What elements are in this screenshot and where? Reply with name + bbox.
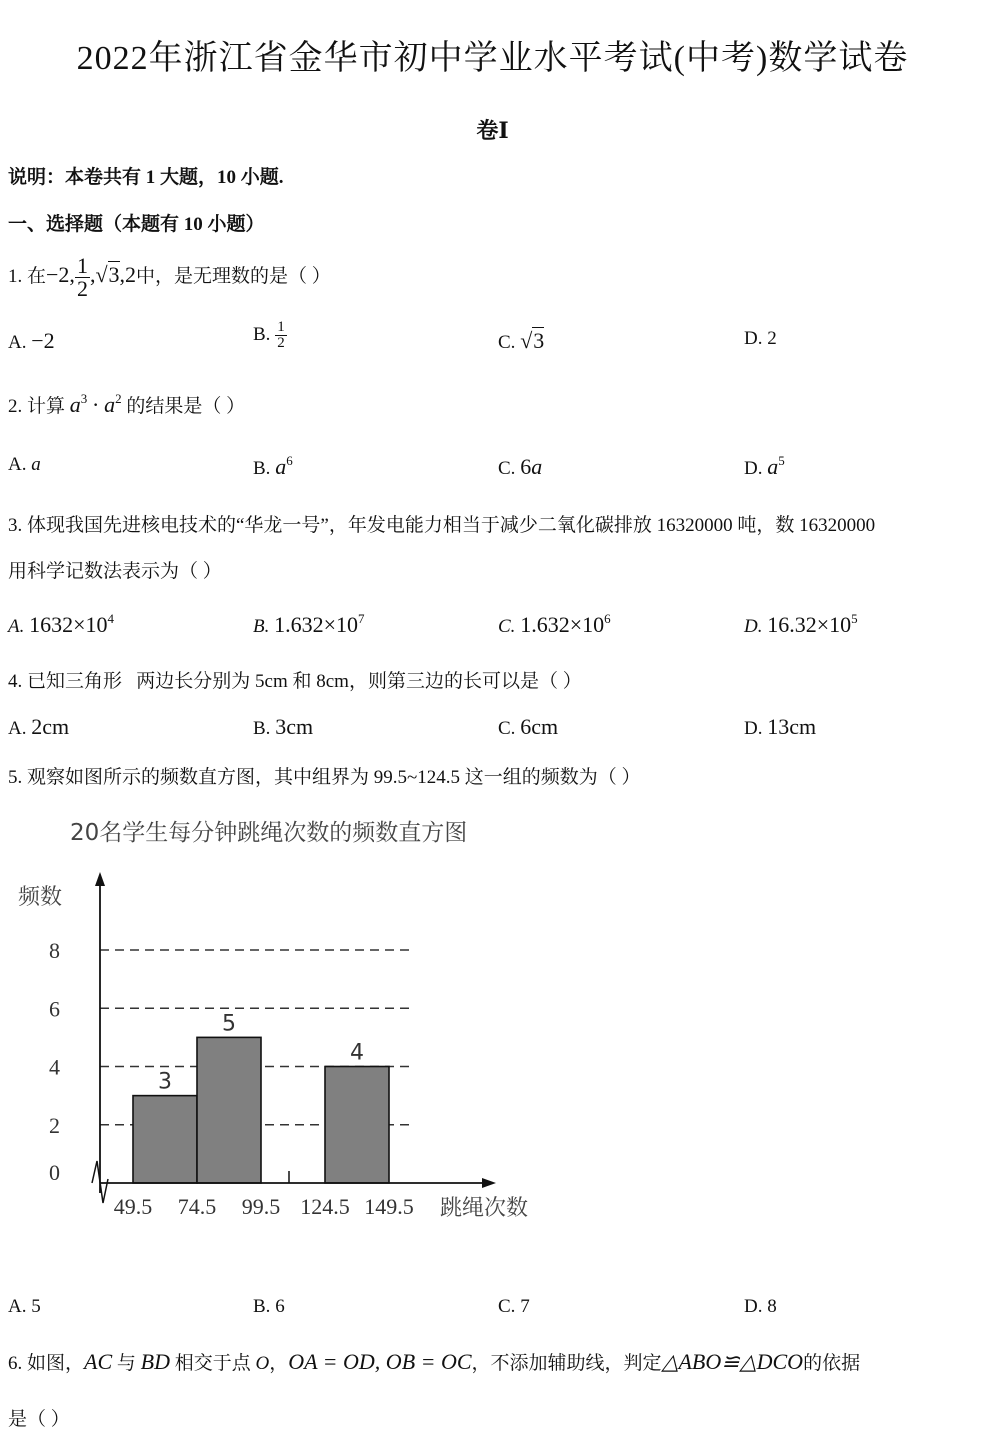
q1-option-b[interactable] — [253, 320, 287, 351]
chart-title: 20名学生每分钟跳绳次数的频数直方图 — [70, 820, 468, 846]
option-power: ×10 — [323, 612, 359, 637]
option-letter: C. — [498, 718, 516, 739]
option-letter: C. — [498, 332, 516, 353]
q4-option-a[interactable] — [8, 714, 69, 740]
q6-text: 与 — [112, 1353, 141, 1374]
option-letter: A. — [8, 718, 27, 739]
option-power: ×10 — [816, 612, 852, 637]
histogram-bar — [197, 1037, 261, 1183]
q2-base: a — [69, 392, 81, 417]
question-2 — [8, 391, 245, 418]
q1-sqrt-arg: 3 — [108, 261, 120, 287]
option-exp: 6 — [604, 611, 611, 626]
q2-stem-end: 的结果是（ ） — [126, 396, 246, 417]
option-letter: B. — [253, 718, 271, 739]
q2-dot: · — [92, 392, 100, 417]
q1-fraction — [75, 255, 90, 300]
option-value: 2cm — [31, 714, 70, 739]
frac-num: 1 — [277, 319, 285, 335]
q4-option-d[interactable] — [744, 714, 816, 740]
option-exp: 6 — [286, 453, 293, 468]
option-value: 7 — [520, 1296, 530, 1317]
q1-comma: , — [89, 261, 96, 287]
option-letter: A. — [8, 454, 27, 475]
section-heading: 一、选择题（本题有 10 小题） — [8, 214, 265, 235]
option-letter: D. — [744, 718, 763, 739]
q4-option-c[interactable] — [498, 714, 558, 740]
x-tick-label: 149.5 — [364, 1194, 414, 1219]
option-mantissa: 16.32 — [767, 612, 817, 637]
q5-option-d[interactable] — [744, 1296, 777, 1318]
option-letter: B. — [253, 616, 270, 637]
q2-stem: 2. 计算 — [8, 396, 66, 417]
q6-stem: 6. 如图， — [8, 1353, 85, 1374]
q5-option-b[interactable] — [253, 1296, 285, 1318]
option-mantissa: 1632 — [29, 612, 74, 637]
histogram-bar — [133, 1096, 197, 1183]
option-value: 3cm — [275, 714, 314, 739]
q4-stem-end: 两边长分别为 5cm 和 8cm，则第三边的长可以是（ ） — [136, 671, 582, 692]
option-value: 6cm — [520, 714, 559, 739]
option-value: a — [31, 454, 41, 475]
y-tick-label: 8 — [49, 938, 60, 963]
q1-stem: 1. 在 — [8, 265, 47, 287]
bar-value-label: 3 — [158, 1069, 172, 1095]
option-letter: C. — [498, 458, 516, 479]
y-tick-label: 6 — [49, 996, 60, 1022]
question-6-line-1 — [8, 1348, 860, 1375]
q6-text: ， — [269, 1353, 289, 1374]
q4-option-b[interactable] — [253, 714, 313, 740]
y-tick-label: 2 — [49, 1112, 60, 1138]
question-4 — [8, 666, 582, 693]
q6-text: 相交于点 — [169, 1353, 256, 1374]
q6-point-o: O — [255, 1353, 270, 1374]
question-6-line-2: 是（ ） — [8, 1409, 70, 1430]
q2-option-d[interactable] — [744, 454, 785, 480]
option-letter: A. — [8, 616, 25, 637]
q1-frac-den: 2 — [76, 276, 88, 301]
option-exp: 7 — [358, 611, 365, 626]
option-letter: C. — [498, 1296, 516, 1317]
option-fraction — [275, 320, 287, 351]
option-letter: C. — [498, 616, 516, 637]
sqrt-sign: √ — [520, 328, 533, 353]
option-letter: B. — [253, 458, 271, 479]
q6-text: ，不添加辅助线，判定 — [471, 1353, 662, 1374]
y-tick-label: 0 — [49, 1160, 60, 1185]
instructions: 说明：本卷共有 1 大题，10 小题. — [8, 167, 284, 188]
histogram-bar — [325, 1067, 389, 1184]
q3-option-c[interactable] — [498, 612, 611, 638]
q1-option-a[interactable] — [8, 328, 55, 354]
option-base: a — [531, 454, 543, 479]
option-letter: B. — [253, 1296, 271, 1317]
q2-option-b[interactable] — [253, 454, 293, 480]
option-value: 8 — [767, 1296, 777, 1317]
option-letter: A. — [8, 332, 27, 353]
q2-option-a[interactable] — [8, 454, 41, 476]
y-tick-label: 4 — [49, 1054, 60, 1080]
x-tick-label: 74.5 — [177, 1194, 217, 1219]
question-3-line-1: 3. 体现我国先进核电技术的“华龙一号”，年发电能力相当于减少二氧化碳排放 16320000 吨，数 16320000 — [8, 515, 876, 536]
option-letter: D. — [744, 1296, 763, 1317]
q3-option-b[interactable] — [253, 612, 365, 638]
option-letter: A. — [8, 1296, 27, 1317]
option-power: ×10 — [73, 612, 108, 637]
question-1 — [8, 255, 331, 300]
q5-option-a[interactable] — [8, 1296, 41, 1318]
option-value: −2 — [31, 328, 55, 353]
q2-exp: 2 — [115, 391, 122, 406]
q6-segment-bd: BD — [140, 1349, 170, 1374]
option-value: 5 — [31, 1296, 41, 1317]
q1-option-c[interactable] — [498, 328, 544, 354]
x-axis-arrow — [482, 1178, 496, 1188]
option-letter: D. — [744, 458, 763, 479]
option-exp: 5 — [851, 611, 858, 626]
q6-congruence: △ABO≌△DCO — [661, 1349, 804, 1374]
q2-option-c[interactable] — [498, 454, 542, 480]
q2-base: a — [104, 392, 116, 417]
q3-option-a[interactable] — [8, 612, 114, 638]
q1-expr-end: ,2 — [119, 261, 137, 287]
q5-option-c[interactable] — [498, 1296, 530, 1318]
frequency-histogram — [0, 810, 560, 1230]
q1-option-d[interactable] — [744, 328, 777, 350]
option-mantissa: 1.632 — [520, 612, 570, 637]
question-5: 5. 观察如图所示的频数直方图，其中组界为 99.5~124.5 这一组的频数为（ ） — [8, 767, 641, 788]
sqrt-arg: 3 — [533, 328, 545, 353]
q4-stem: 4. 已知三角形 — [8, 671, 123, 692]
chart-y-label: 频数 — [18, 885, 63, 910]
q1-expr: −2, — [46, 261, 75, 287]
q3-option-d[interactable] — [744, 612, 858, 638]
bar-value-label: 4 — [350, 1040, 364, 1066]
page-title: 2022年浙江省金华市初中学业水平考试(中考)数学试卷 — [76, 40, 909, 77]
x-tick-label: 49.5 — [113, 1194, 153, 1219]
option-letter: D. — [744, 616, 763, 637]
option-power: ×10 — [569, 612, 605, 637]
y-axis-arrow — [95, 872, 105, 886]
q1-sqrt-sign: √ — [95, 261, 108, 287]
q6-text: 的依据 — [803, 1353, 861, 1374]
option-exp: 4 — [107, 611, 115, 626]
option-value: 6 — [275, 1296, 285, 1317]
option-base: a — [767, 454, 779, 479]
option-exp: 5 — [778, 453, 785, 468]
option-value: 2 — [767, 328, 777, 349]
option-letter: D. — [744, 328, 763, 349]
q6-segment-ac: AC — [84, 1349, 113, 1374]
option-coef: 6 — [520, 454, 532, 479]
q1-frac-num: 1 — [76, 253, 88, 278]
question-3-line-2: 用科学记数法表示为（ ） — [8, 561, 222, 582]
frac-den: 2 — [277, 335, 285, 351]
option-mantissa: 1.632 — [274, 612, 324, 637]
paper-part-label: 卷Ⅰ — [476, 118, 509, 143]
option-value: 13cm — [767, 714, 817, 739]
chart-x-label: 跳绳次数 — [440, 1196, 529, 1221]
q1-stem-end: 中，是无理数的是（ ） — [136, 265, 331, 287]
x-tick-label: 99.5 — [241, 1194, 281, 1219]
bar-value-label: 5 — [222, 1011, 236, 1037]
x-tick-label: 124.5 — [300, 1194, 350, 1219]
option-letter: B. — [253, 323, 271, 345]
option-base: a — [275, 454, 287, 479]
q6-equations: OA = OD, OB = OC — [288, 1349, 472, 1374]
q2-exp: 3 — [80, 391, 88, 406]
